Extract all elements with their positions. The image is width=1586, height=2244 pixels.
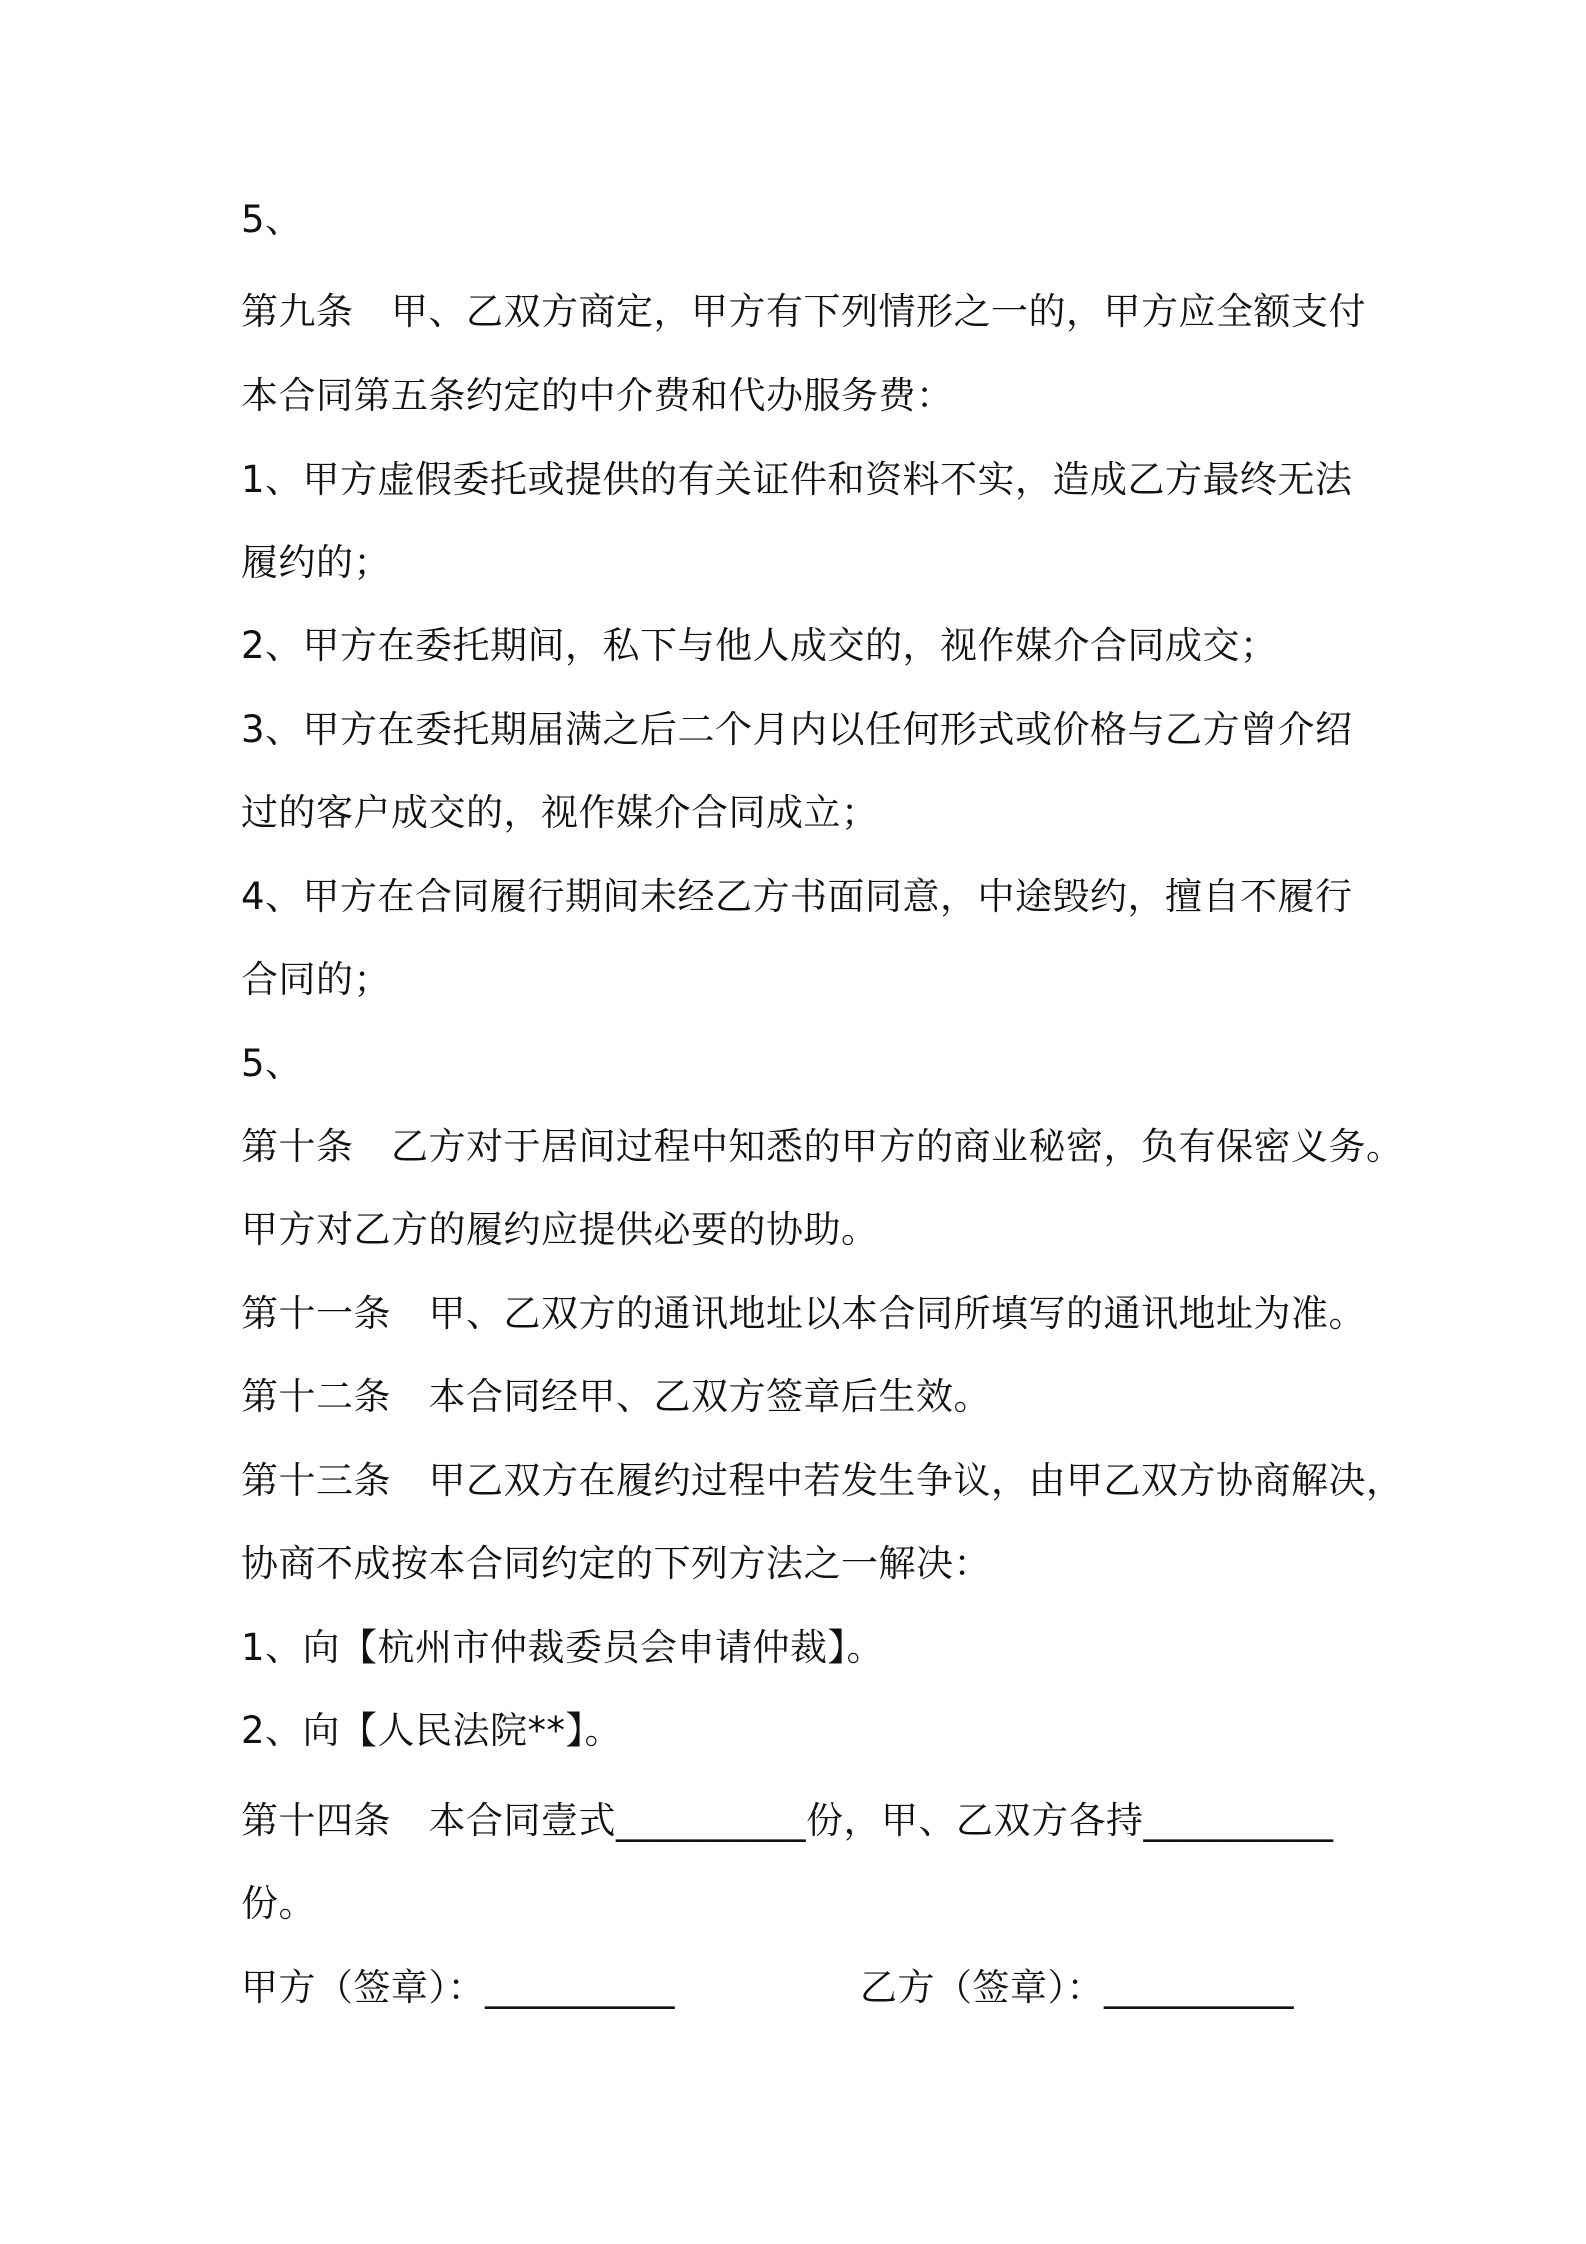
article-13-line-2: 协商不成按本合同约定的下列方法之一解决： xyxy=(241,1542,991,1585)
article-13-option-1: 1、向【杭州市仲裁委员会申请仲裁】。 xyxy=(241,1626,885,1669)
article-9-clause-1-line-1: 1、甲方虚假委托或提供的有关证件和资料不实，造成乙方最终无法 xyxy=(241,458,1353,501)
article-9-clause-4-line-1: 4、甲方在合同履行期间未经乙方书面同意，中途毁约，擅自不履行 xyxy=(241,875,1353,918)
party-a-signature: 甲方（签章）：__________ xyxy=(241,1966,675,2009)
article-13-option-2: 2、向【人民法院**】。 xyxy=(241,1709,623,1752)
article-10-line-1: 第十条 乙方对于居间过程中知悉的甲方的商业秘密，负有保密义务。 xyxy=(241,1125,1404,1168)
article-9-clause-2: 2、甲方在委托期间，私下与他人成交的，视作媒介合同成交； xyxy=(241,624,1278,667)
article-9-line-2: 本合同第五条约定的中介费和代办服务费： xyxy=(241,374,954,417)
item-5-a: 5、 xyxy=(241,198,303,241)
item-5-b: 5、 xyxy=(241,1042,303,1085)
article-10-line-2: 甲方对乙方的履约应提供必要的协助。 xyxy=(241,1208,879,1251)
article-14-line-2: 份。 xyxy=(241,1882,316,1925)
article-14-line-1: 第十四条 本合同壹式__________份，甲、乙双方各持__________ xyxy=(241,1799,1334,1842)
article-9-line-1: 第九条 甲、乙双方商定，甲方有下列情形之一的，甲方应全额支付 xyxy=(241,290,1366,333)
article-9-clause-1-line-2: 履约的； xyxy=(241,541,391,584)
article-11: 第十一条 甲、乙双方的通讯地址以本合同所填写的通讯地址为准。 xyxy=(241,1292,1366,1335)
article-12: 第十二条 本合同经甲、乙双方签章后生效。 xyxy=(241,1375,991,1418)
article-9-clause-3-line-1: 3、甲方在委托期届满之后二个月内以任何形式或价格与乙方曾介绍 xyxy=(241,708,1353,751)
party-b-signature: 乙方（签章）：__________ xyxy=(860,1966,1294,2009)
article-13-line-1: 第十三条 甲乙双方在履约过程中若发生争议，由甲乙双方协商解决， xyxy=(241,1459,1404,1502)
article-9-clause-3-line-2: 过的客户成交的，视作媒介合同成立； xyxy=(241,791,879,834)
article-9-clause-4-line-2: 合同的； xyxy=(241,958,391,1001)
